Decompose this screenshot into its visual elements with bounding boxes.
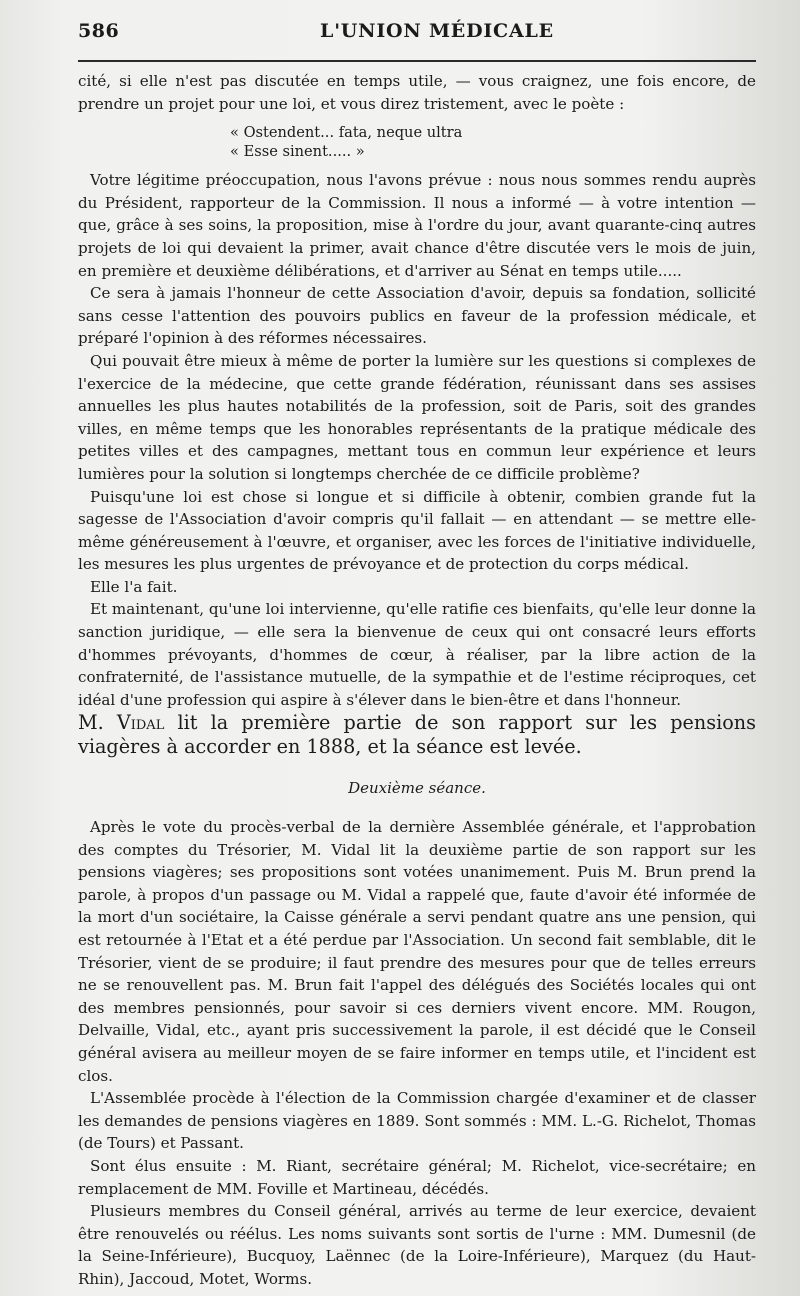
journal-title: L'UNION MÉDICALE bbox=[320, 20, 554, 42]
paragraph: Puisqu'une loi est chose si longue et si difficile à obtenir, combien grande fut la sagesse de l'Association d'avoir compris qu'il fallait — en attendant — se mettre elle-même généreusement à l'œuvre, et organiser, avec les forces de l'initiative individuelle, les mesures les plus urgentes de prévoyance et de protection du corps médical. bbox=[78, 487, 756, 574]
paragraph: Elle l'a fait. bbox=[90, 577, 178, 596]
paragraph: Sont élus ensuite : M. Riant, secrétaire général; M. Richelot, vice-secrétaire; en remplacement de MM. Foville et Martineau, décédés. bbox=[78, 1156, 756, 1198]
speaker-name: M. Vidal bbox=[78, 711, 165, 735]
paragraph: Ce sera à jamais l'honneur de cette Association d'avoir, depuis sa fondation, sollicité sans cesse l'attention des pouvoirs publics en faveur de la profession médicale, et préparé l'opinion à des réformes nécessaires. bbox=[78, 284, 756, 348]
paragraph: Plusieurs membres du Conseil général, arrivés au terme de leur exercice, devaient être renouvelés ou réélus. Les noms suivants sont sortis de l'urne : MM. Dumesnil (de la Seine-Inférieure), Bucquoy, Laënnec (de la Loire-Inférieure), Marquez (du Haut-Rhin), Jaccoud, Motet, Worms. bbox=[78, 1202, 756, 1288]
paragraph: L'Assemblée procède à l'élection de la Commission chargée d'examiner et de classer les demandes de pensions viagères en 1889. Sont sommés : MM. L.-G. Richelot, Thomas (de Tours) et Passant. bbox=[78, 1089, 756, 1153]
article-body bbox=[78, 70, 756, 1291]
verse-quote bbox=[230, 123, 756, 161]
section-title: Deuxième séance. bbox=[348, 779, 486, 798]
paragraph: Qui pouvait être mieux à même de porter la lumière sur les questions si complexes de l'exercice de la médecine, que cette grande fédération, réunissant dans ses assises annuelles les plus hautes notabilités de la profession, soit de Paris, soit des grandes villes, en même temps que les honorables représentants de la pratique médicale des petites villes et des campagnes, mettant tous en commun leur expérience et leurs lumières pour la solution si longtemps cherchée de ce difficile problème? bbox=[78, 351, 756, 483]
paragraph: cité, si elle n'est pas discutée en temps utile, — vous craignez, une fois encore, de prendre un projet pour une loi, et vous direz tristement, avec le poète : bbox=[78, 72, 756, 113]
quote-line: « Esse sinent..... » bbox=[230, 143, 365, 161]
running-header bbox=[78, 18, 756, 48]
session-announcement bbox=[78, 711, 756, 759]
paragraph: Après le vote du procès-verbal de la dernière Assemblée générale, et l'approbation des comptes du Trésorier, M. Vidal lit la deuxième partie de son rapport sur les pensions viagères; ses propositions sont votées unanimement. Puis M. Brun prend la parole, à propos d'un passage ou M. Vidal a rappelé que, faute d'avoir été informée de la mort d'un sociétaire, la Caisse générale a servi pendant quatre ans une pension, qui est retournée à l'Etat et a été perdue par l'Association. Un second fait semblable, dit le Trésorier, vient de se produire; il faut prendre des mesures pour que de telles erreurs ne se renouvellent pas. M. Brun fait l'appel des délégués des Sociétés locales qui ont des membres pensionnés, pour savoir si ces derniers vivent encore. MM. Rougon, Delvaille, Vidal, etc., ayant pris successivement la parole, il est décidé que le Conseil général avisera au meilleur moyen de se faire informer en temps utile, et l'incident est clos. bbox=[78, 818, 756, 1085]
paragraph: Et maintenant, qu'une loi intervienne, qu'elle ratifie ces bienfaits, qu'elle leur donne la sanction juridique, — elle sera la bienvenue de ceux qui ont consacré leurs efforts d'hommes prévoyants, d'hommes de cœur, à réaliser, par la libre action de la confraternité, de l'assistance mutuelle, de la sympathie et de l'estime réciproques, cet idéal d'une profession qui aspire à s'élever dans le bien-être et dans l'honneur. bbox=[78, 600, 756, 709]
paragraph: Votre légitime préoccupation, nous l'avons prévue : nous nous sommes rendu auprès du Président, rapporteur de la Commission. Il nous a informé — à votre intention — que, grâce à ses soins, la proposition, mise à l'ordre du jour, avant quarante-cinq autres projets de loi qui devaient la primer, avait chance d'être discutée vers le mois de juin, en première et deuxième délibérations, et d'arriver au Sénat en temps utile..... bbox=[78, 171, 756, 280]
announcement-text: lit la première partie de son rapport sur les pensions viagères à accorder en 1888, et la séance est levée. bbox=[78, 711, 756, 759]
quote-line: « Ostendent... fata, neque ultra bbox=[230, 124, 463, 142]
page-number: 586 bbox=[78, 20, 120, 42]
header-rule bbox=[78, 60, 756, 62]
